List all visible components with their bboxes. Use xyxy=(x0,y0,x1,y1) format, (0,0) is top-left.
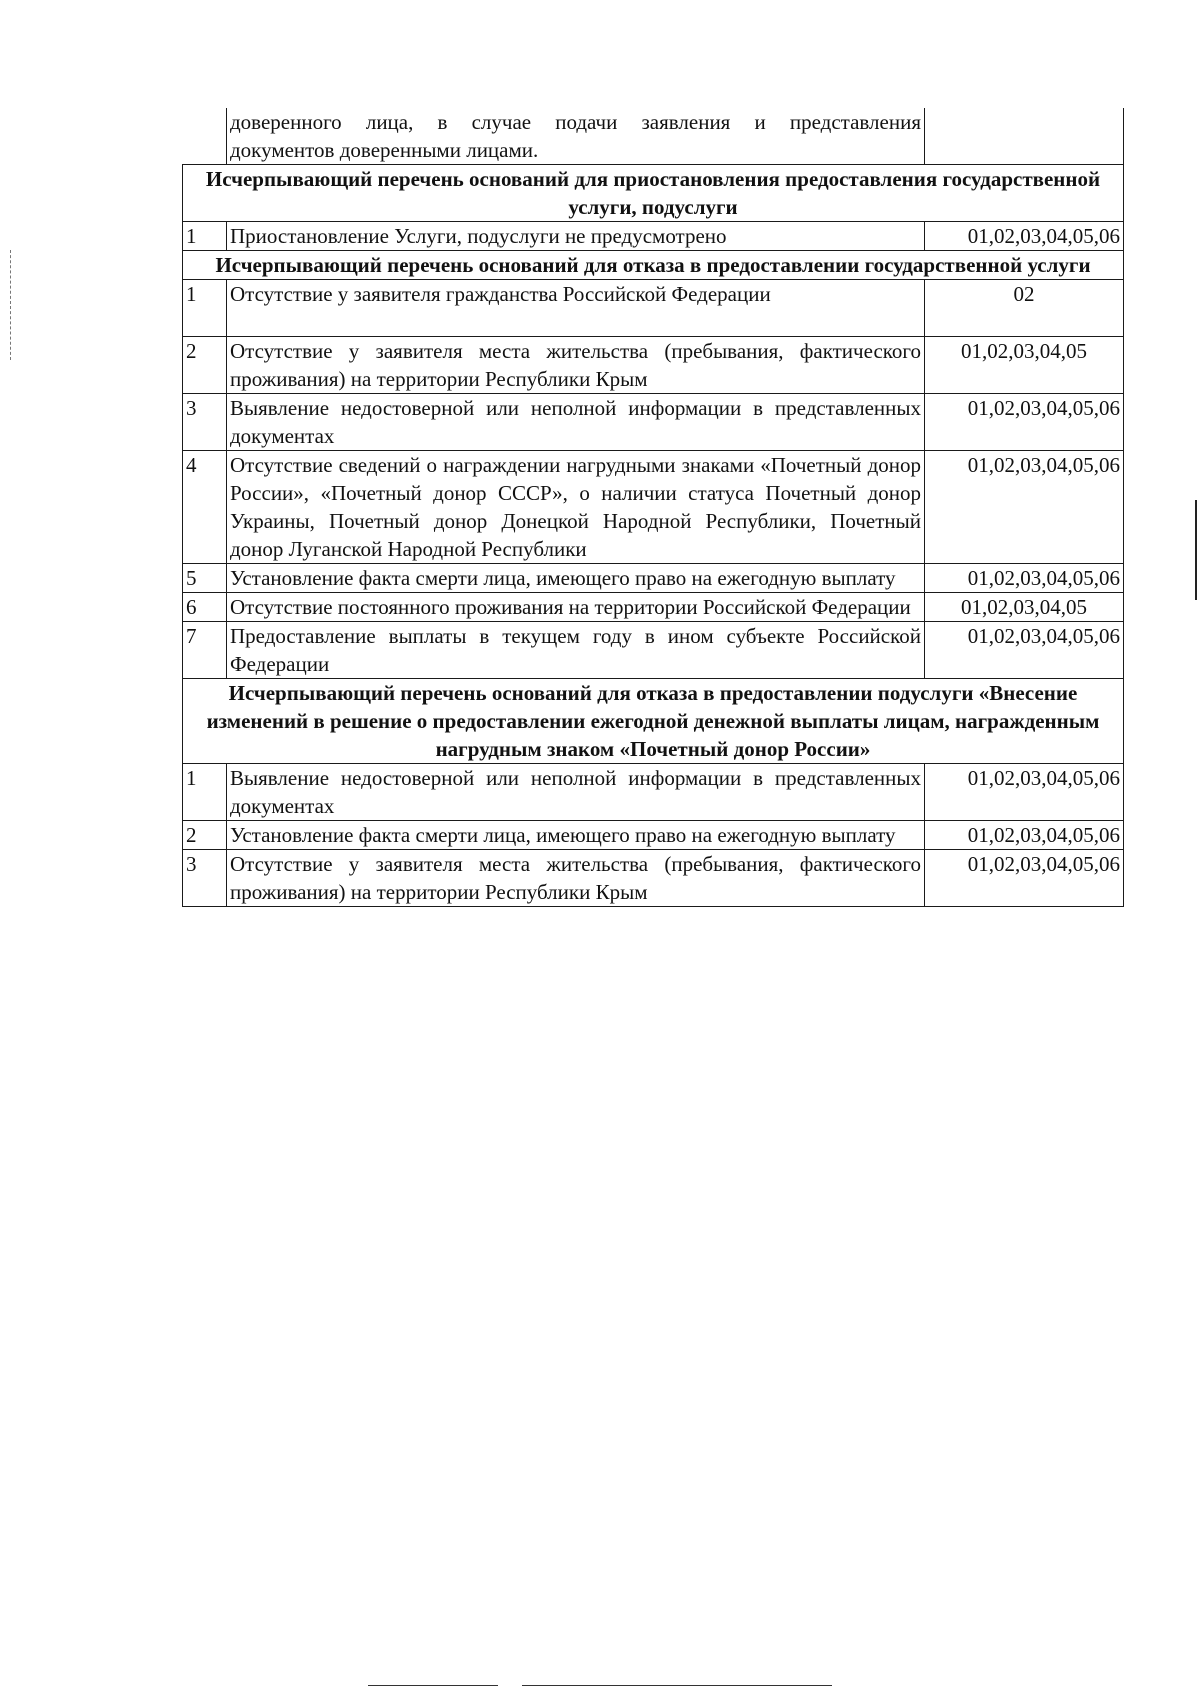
table-row xyxy=(183,622,1124,679)
table-row xyxy=(183,850,1124,907)
row-text: Отсутствие у заявителя места жительства (пребывания, фактического проживания) на территории Республики Крым xyxy=(227,337,925,394)
table-row xyxy=(183,280,1124,337)
row-number: 1 xyxy=(183,280,227,337)
scan-edge-mark xyxy=(1195,500,1197,600)
row-text: Отсутствие сведений о награждении нагрудными знаками «Почетный донор России», «Почетный донор СССР», о наличии статуса Почетный донор Украины, Почетный донор Донецкой Народной Республики, Почетный донор Луганской Народной Республики xyxy=(227,451,925,564)
row-number: 1 xyxy=(183,764,227,821)
table-row xyxy=(183,564,1124,593)
row-text: Выявление недостоверной или неполной информации в представленных документах xyxy=(227,764,925,821)
row-codes: 01,02,03,04,05,06 xyxy=(925,764,1124,821)
row-text: Установление факта смерти лица, имеющего право на ежегодную выплату xyxy=(227,564,925,593)
continuation-text-line-1: доверенного лица, в случае подачи заявления и представления xyxy=(230,110,921,134)
table-row xyxy=(183,764,1124,821)
section-heading-suspension: Исчерпывающий перечень оснований для приостановления предоставления государственной услуги, подуслуги xyxy=(183,165,1124,222)
row-codes: 01,02,03,04,05,06 xyxy=(925,564,1124,593)
row-codes: 01,02,03,04,05,06 xyxy=(925,222,1124,251)
row-codes: 01,02,03,04,05,06 xyxy=(925,850,1124,907)
section-heading-row xyxy=(183,165,1124,222)
row-codes: 02 xyxy=(925,280,1124,337)
row-number: 6 xyxy=(183,593,227,622)
row-number: 2 xyxy=(183,821,227,850)
row-codes: 01,02,03,04,05,06 xyxy=(925,451,1124,564)
row-number: 4 xyxy=(183,451,227,564)
continuation-row xyxy=(183,108,1124,165)
table-row xyxy=(183,451,1124,564)
row-number: 3 xyxy=(183,394,227,451)
section-heading-row xyxy=(183,679,1124,764)
row-number: 7 xyxy=(183,622,227,679)
table-row xyxy=(183,337,1124,394)
row-number: 1 xyxy=(183,222,227,251)
row-codes: 01,02,03,04,05,06 xyxy=(925,622,1124,679)
row-codes: 01,02,03,04,05,06 xyxy=(925,821,1124,850)
row-number: 5 xyxy=(183,564,227,593)
row-text: Отсутствие у заявителя гражданства Российской Федерации xyxy=(227,280,925,337)
row-text: Приостановление Услуги, подуслуги не предусмотрено xyxy=(227,222,925,251)
row-number: 3 xyxy=(183,850,227,907)
footer-rule-left xyxy=(368,1685,498,1686)
row-text: Отсутствие у заявителя места жительства (пребывания, фактического проживания) на территории Республики Крым xyxy=(227,850,925,907)
section-heading-row xyxy=(183,251,1124,280)
table-row xyxy=(183,821,1124,850)
row-codes: 01,02,03,04,05 xyxy=(925,337,1124,394)
table-row xyxy=(183,394,1124,451)
row-codes-cell xyxy=(925,108,1124,165)
section-heading-refusal-service: Исчерпывающий перечень оснований для отказа в предоставлении государственной услуги xyxy=(183,251,1124,280)
scan-edge-mark xyxy=(10,250,11,360)
row-text: Установление факта смерти лица, имеющего право на ежегодную выплату xyxy=(227,821,925,850)
row-text: Предоставление выплаты в текущем году в ином субъекте Российской Федерации xyxy=(227,622,925,679)
section-heading-refusal-subservice: Исчерпывающий перечень оснований для отказа в предоставлении подуслуги «Внесение изменений в решение о предоставлении ежегодной денежной выплаты лицам, награжденным нагрудным знаком «Почетный донор России» xyxy=(183,679,1124,764)
grounds-table xyxy=(182,108,1124,907)
continuation-text-line-2: документов доверенными лицами. xyxy=(230,138,539,162)
row-text: Выявление недостоверной или неполной информации в представленных документах xyxy=(227,394,925,451)
row-text: Отсутствие постоянного проживания на территории Российской Федерации xyxy=(227,593,925,622)
row-number: 2 xyxy=(183,337,227,394)
row-codes: 01,02,03,04,05 xyxy=(925,593,1124,622)
table-row xyxy=(183,222,1124,251)
row-codes: 01,02,03,04,05,06 xyxy=(925,394,1124,451)
table-row xyxy=(183,593,1124,622)
row-text-cell xyxy=(227,108,925,165)
row-number-cell xyxy=(183,108,227,165)
footer-rule-right xyxy=(522,1685,832,1686)
